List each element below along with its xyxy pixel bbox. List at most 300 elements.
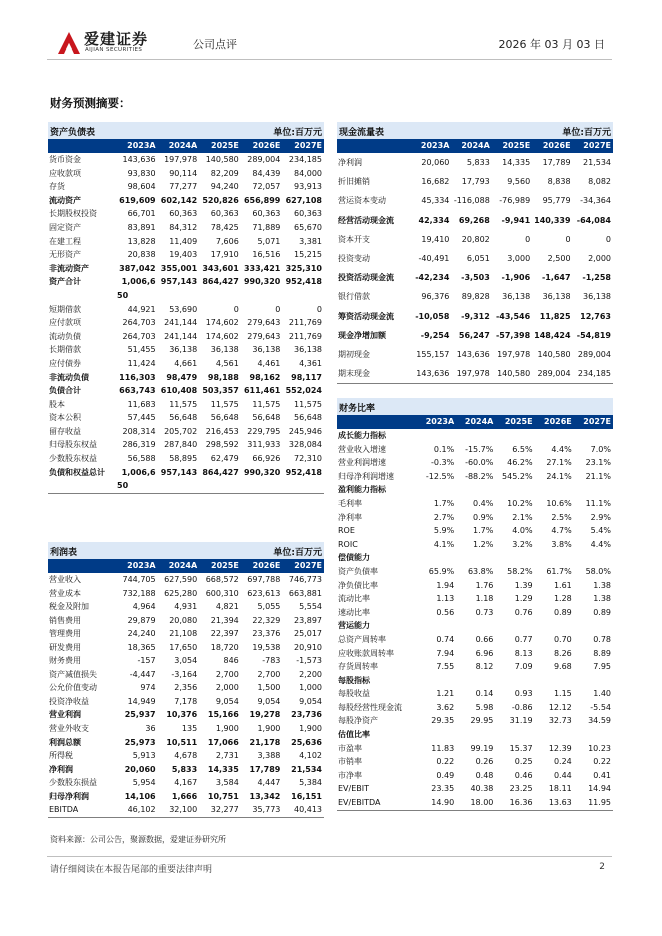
value-cell: 1.29 xyxy=(514,594,533,604)
value-cell: 56,648 xyxy=(210,413,239,423)
value-cell: 4.4% xyxy=(590,539,611,549)
year-header: 2024A xyxy=(451,139,491,153)
value-cell: 58,895 xyxy=(169,454,198,464)
value-cell: 241,144 xyxy=(164,331,198,341)
value-cell: 21,394 xyxy=(210,615,239,625)
row-label: 短期借款 xyxy=(49,304,81,314)
value-cell: 0.24 xyxy=(553,757,572,767)
value-cell: 1.76 xyxy=(475,580,494,590)
value-cell: 520,826 xyxy=(202,195,239,205)
value-cell: 23.35 xyxy=(431,784,455,794)
value-cell: 93,913 xyxy=(294,182,322,192)
ratio-row xyxy=(337,782,613,796)
row-label: 归母股东权益 xyxy=(49,440,97,450)
value-cell: 7.95 xyxy=(593,662,611,672)
cash-flow-row xyxy=(337,287,613,306)
value-cell xyxy=(241,479,283,493)
value-cell: 0.77 xyxy=(514,634,533,644)
ratio-row xyxy=(337,701,613,715)
value-cell xyxy=(199,289,241,303)
value-cell: -0.86 xyxy=(511,702,533,712)
report-type: 公司点评 xyxy=(193,38,237,51)
income-statement-row xyxy=(48,641,324,655)
value-cell: 34.59 xyxy=(588,716,611,726)
ratio-row xyxy=(337,619,613,633)
value-cell: 3.62 xyxy=(436,702,455,712)
value-cell: 90,114 xyxy=(169,168,198,178)
value-cell: 58.0% xyxy=(585,566,611,576)
row-label: 流动负债 xyxy=(49,331,81,341)
value-cell xyxy=(417,551,456,565)
value-cell: 3.8% xyxy=(551,539,572,549)
balance-sheet-row xyxy=(48,194,324,208)
value-cell: 9.68 xyxy=(553,662,572,672)
value-cell: -64,084 xyxy=(576,215,611,225)
balance-sheet-row xyxy=(48,411,324,425)
value-cell: 17,650 xyxy=(169,642,198,652)
cash-flow-row xyxy=(337,307,613,326)
value-cell xyxy=(495,429,534,443)
value-cell: 15,215 xyxy=(294,250,322,260)
row-label xyxy=(48,479,116,493)
aijian-logo-icon xyxy=(57,31,81,55)
balance-sheet-row xyxy=(48,343,324,357)
value-cell: 0.70 xyxy=(553,634,572,644)
value-cell xyxy=(282,479,324,493)
balance-sheet-row xyxy=(48,316,324,330)
year-header: 2027E xyxy=(574,415,613,429)
year-header: 2024A xyxy=(456,415,495,429)
value-cell: 264,703 xyxy=(122,318,156,328)
value-cell: 2.7% xyxy=(433,512,455,522)
value-cell: 0 xyxy=(605,234,611,244)
row-label: 营业利润增速 xyxy=(338,458,386,468)
value-cell: 98,479 xyxy=(166,372,198,382)
ratio-row xyxy=(337,647,613,661)
value-cell xyxy=(495,551,534,565)
value-cell: 36,138 xyxy=(583,292,611,302)
value-cell: 14.90 xyxy=(431,798,455,808)
value-cell: 2.1% xyxy=(512,512,533,522)
value-cell: 0.4% xyxy=(473,498,494,508)
value-cell: 82,209 xyxy=(210,168,239,178)
value-cell: 732,188 xyxy=(122,588,156,598)
data-source-note: 资料来源：公司公告，聚源数据，爱建证券研究所 xyxy=(50,835,226,844)
value-cell: -783 xyxy=(262,656,281,666)
value-cell: 24,240 xyxy=(127,629,156,639)
value-cell: 16,516 xyxy=(252,250,281,260)
value-cell xyxy=(241,289,283,303)
year-header: 2023A xyxy=(116,139,158,153)
value-cell: 62,479 xyxy=(210,454,239,464)
value-cell: 8,838 xyxy=(547,177,571,187)
value-cell: 1.38 xyxy=(593,580,611,590)
income-statement-row xyxy=(48,776,324,790)
value-cell: 1.21 xyxy=(436,689,455,699)
value-cell: 18,365 xyxy=(127,642,156,652)
value-cell xyxy=(417,728,456,742)
value-cell: 279,643 xyxy=(247,318,281,328)
value-cell: 15.37 xyxy=(509,743,533,753)
row-label: 少数股东权益 xyxy=(49,454,97,464)
value-cell: 0.26 xyxy=(475,757,494,767)
value-cell: 32.73 xyxy=(548,716,572,726)
value-cell: 11,409 xyxy=(169,236,198,246)
value-cell: 1.7% xyxy=(433,498,455,508)
row-label: 公允价值变动 xyxy=(49,683,97,693)
value-cell: 5,913 xyxy=(132,751,156,761)
value-cell: 7.55 xyxy=(436,662,455,672)
income-statement-row xyxy=(48,614,324,628)
value-cell: -9,254 xyxy=(420,330,450,340)
value-cell: 0.9% xyxy=(473,512,494,522)
value-cell: 20,060 xyxy=(124,764,156,774)
value-cell: -1,647 xyxy=(541,273,571,283)
ratios-panel xyxy=(337,398,613,811)
balance-sheet-row xyxy=(48,167,324,181)
value-cell: 4,102 xyxy=(299,751,322,761)
value-cell: -1,906 xyxy=(501,273,531,283)
row-label: 存货周转率 xyxy=(338,662,378,672)
value-cell: 623,613 xyxy=(247,588,281,598)
value-cell: 16,151 xyxy=(291,791,322,801)
value-cell: 0.56 xyxy=(436,607,455,617)
row-label: 筹资活动现金流 xyxy=(338,311,394,321)
row-label: 每股经营性现金流 xyxy=(338,702,402,712)
cash-flow-header-row xyxy=(337,139,613,153)
row-label: 投资变动 xyxy=(338,254,370,264)
value-cell: 116,303 xyxy=(119,372,156,382)
value-cell: 72,057 xyxy=(252,182,281,192)
value-cell: 71,889 xyxy=(252,222,281,232)
value-cell: 9,054 xyxy=(215,696,239,706)
value-cell xyxy=(417,483,456,497)
cash-flow-unit: 单位:百万元 xyxy=(562,127,611,138)
value-cell: 0.89 xyxy=(553,607,572,617)
income-statement-row xyxy=(48,803,324,817)
value-cell: 610,408 xyxy=(160,386,198,396)
value-cell: 1.94 xyxy=(436,580,455,590)
value-cell: 611,461 xyxy=(243,386,281,396)
value-cell: 627,108 xyxy=(285,195,322,205)
value-cell: 98,604 xyxy=(127,182,156,192)
year-header: 2027E xyxy=(573,139,613,153)
cash-flow-row xyxy=(337,326,613,345)
row-label: 应付债券 xyxy=(49,358,81,368)
value-cell: 5,833 xyxy=(466,158,490,167)
value-cell: 10,376 xyxy=(166,710,198,720)
value-cell: 61.7% xyxy=(546,566,572,576)
value-cell: 1.18 xyxy=(475,594,494,604)
value-cell: 36,138 xyxy=(542,292,571,302)
ratio-row xyxy=(337,429,613,443)
row-label: ROE xyxy=(338,526,355,536)
value-cell: -15.7% xyxy=(465,444,494,454)
value-cell: 11,825 xyxy=(539,311,571,321)
row-label: 留存收益 xyxy=(49,426,81,436)
ratio-row xyxy=(337,592,613,606)
balance-sheet-row xyxy=(48,466,324,480)
row-label: 每股收益 xyxy=(338,689,370,699)
row-label: 折旧摊销 xyxy=(338,177,370,187)
value-cell: 1,900 xyxy=(299,724,322,734)
income-statement-row xyxy=(48,654,324,668)
value-cell: 25,017 xyxy=(294,629,322,639)
year-header: 2025E xyxy=(495,415,534,429)
value-cell xyxy=(535,429,574,443)
row-label: 货币资金 xyxy=(49,155,81,164)
value-cell: 96,376 xyxy=(421,292,450,302)
value-cell: 6.5% xyxy=(512,444,533,454)
value-cell: 23,376 xyxy=(252,629,281,639)
row-label: 资本公积 xyxy=(49,413,81,423)
value-cell: 72,310 xyxy=(294,454,322,464)
value-cell: 625,280 xyxy=(164,588,198,598)
value-cell: 12,763 xyxy=(580,311,611,321)
cash-flow-row xyxy=(337,364,613,384)
value-cell: 7.94 xyxy=(436,648,455,658)
ratio-row xyxy=(337,755,613,769)
row-label: 市净率 xyxy=(338,770,362,780)
value-cell xyxy=(535,551,574,565)
value-cell: 0 xyxy=(565,234,571,244)
row-label: 现金净增加额 xyxy=(338,330,386,340)
row-label: 净利润 xyxy=(49,764,73,774)
value-cell: 155,157 xyxy=(416,350,450,360)
balance-sheet-row xyxy=(48,330,324,344)
value-cell: 56,648 xyxy=(252,413,281,423)
ratios-table xyxy=(337,415,613,811)
value-cell xyxy=(417,674,456,688)
value-cell: 3,381 xyxy=(299,236,322,246)
value-cell: 205,702 xyxy=(164,426,198,436)
value-cell: 289,004 xyxy=(577,350,611,360)
value-cell: 36,138 xyxy=(169,345,198,355)
value-cell: 990,320 xyxy=(243,467,281,477)
value-cell: 4,447 xyxy=(257,778,281,788)
value-cell: 20,838 xyxy=(127,250,156,260)
row-label: 财务费用 xyxy=(49,656,81,666)
balance-sheet-row xyxy=(48,275,324,289)
row-label: 净利润 xyxy=(338,158,362,167)
value-cell: 14,106 xyxy=(124,791,156,801)
value-cell: 32,100 xyxy=(169,805,198,815)
row-label: 应收款项 xyxy=(49,168,81,178)
value-cell: 2,500 xyxy=(547,254,571,264)
row-label: 营运能力 xyxy=(338,621,370,631)
row-label: 资本开支 xyxy=(338,234,370,244)
value-cell: 174,602 xyxy=(205,331,239,341)
value-cell: 952,418 xyxy=(285,277,322,287)
value-cell: 19,403 xyxy=(169,250,198,260)
value-cell: 197,978 xyxy=(497,350,531,360)
row-label: 在建工程 xyxy=(49,236,81,246)
page-number: 2 xyxy=(599,862,605,872)
value-cell: -1,258 xyxy=(582,273,611,283)
value-cell: 864,427 xyxy=(202,467,239,477)
value-cell xyxy=(456,483,495,497)
value-cell: 7.09 xyxy=(514,662,533,672)
balance-sheet-panel xyxy=(48,122,324,494)
value-cell: 0.25 xyxy=(514,757,533,767)
value-cell: 2.5% xyxy=(551,512,572,522)
ratio-row xyxy=(337,497,613,511)
row-label: 每股净资产 xyxy=(338,716,378,726)
value-cell: 503,357 xyxy=(202,386,239,396)
value-cell: 3,388 xyxy=(257,751,281,761)
year-header: 2025E xyxy=(492,139,532,153)
ratio-row xyxy=(337,606,613,620)
value-cell: 11,575 xyxy=(169,399,198,409)
value-cell: 234,185 xyxy=(288,155,322,164)
row-label: 投资净收益 xyxy=(49,696,89,706)
value-cell xyxy=(535,619,574,633)
value-cell xyxy=(158,289,200,303)
income-statement-row xyxy=(48,790,324,804)
value-cell: 23.25 xyxy=(509,784,533,794)
logo-name-cn: 爱建证券 xyxy=(84,30,149,48)
value-cell: 40.38 xyxy=(470,784,494,794)
value-cell: 98,117 xyxy=(291,372,322,382)
value-cell: 1,006,6 xyxy=(121,467,156,477)
value-cell: 84,439 xyxy=(252,168,281,178)
value-cell: 990,320 xyxy=(243,277,281,287)
value-cell: 53,690 xyxy=(169,304,198,314)
row-label: 投资活动现金流 xyxy=(338,273,394,283)
value-cell xyxy=(456,674,495,688)
row-label: ROIC xyxy=(338,539,358,549)
value-cell: 10.2% xyxy=(507,498,533,508)
cash-flow-row xyxy=(337,191,613,210)
ratio-row xyxy=(337,742,613,756)
row-label: 净利率 xyxy=(338,512,362,522)
value-cell: 0.76 xyxy=(514,607,533,617)
value-cell: 0.22 xyxy=(593,757,611,767)
value-cell: 17,789 xyxy=(249,764,281,774)
value-cell: 0.78 xyxy=(593,634,611,644)
value-cell: 4.0% xyxy=(512,526,533,536)
value-cell: 627,590 xyxy=(164,575,198,584)
value-cell: -88.2% xyxy=(465,471,494,481)
ratio-row xyxy=(337,714,613,728)
value-cell: 3,054 xyxy=(174,656,198,666)
value-cell: 20,060 xyxy=(421,158,450,167)
value-cell: 44,921 xyxy=(127,304,156,314)
value-cell: 600,310 xyxy=(205,588,239,598)
value-cell: 24.1% xyxy=(546,471,572,481)
ratios-title: 财务比率 xyxy=(339,403,376,414)
income-statement-row xyxy=(48,722,324,736)
value-cell: 42,334 xyxy=(418,215,450,225)
value-cell: 0.22 xyxy=(436,757,455,767)
value-cell: 8.26 xyxy=(553,648,572,658)
balance-sheet-row xyxy=(48,384,324,398)
value-cell: 11,424 xyxy=(127,358,156,368)
value-cell xyxy=(495,728,534,742)
value-cell: 14,335 xyxy=(207,764,239,774)
balance-sheet-title: 资产负债表 xyxy=(50,127,96,138)
value-cell: 5.9% xyxy=(433,526,455,536)
value-cell: 10.6% xyxy=(546,498,572,508)
value-cell xyxy=(574,551,613,565)
cash-flow-row xyxy=(337,172,613,191)
value-cell: 22,397 xyxy=(210,629,239,639)
row-label: 营业收入增速 xyxy=(338,444,386,454)
row-label: 负债合计 xyxy=(49,386,81,396)
value-cell: 45,334 xyxy=(421,196,450,206)
value-cell: 697,788 xyxy=(247,575,281,584)
value-cell: 135 xyxy=(181,724,198,734)
value-cell: 18,720 xyxy=(210,642,239,652)
row-label: 净负债比率 xyxy=(338,580,378,590)
value-cell: 66,926 xyxy=(252,454,281,464)
value-cell: 3,000 xyxy=(507,254,531,264)
value-cell: 4,461 xyxy=(257,358,281,368)
row-label: 归母净利润增速 xyxy=(338,471,394,481)
value-cell: 46.2% xyxy=(507,458,533,468)
year-header: 2024A xyxy=(158,139,200,153)
value-cell: 387,042 xyxy=(119,263,156,273)
value-cell: 57,445 xyxy=(127,413,156,423)
value-cell: 5,954 xyxy=(132,778,156,788)
balance-sheet-row xyxy=(48,153,324,167)
value-cell: -9,941 xyxy=(501,215,531,225)
value-cell: 286,319 xyxy=(122,440,156,450)
value-cell: 63.8% xyxy=(467,566,494,576)
cash-flow-row xyxy=(337,268,613,287)
value-cell xyxy=(574,429,613,443)
value-cell: 0.48 xyxy=(475,770,494,780)
row-label: 应付款项 xyxy=(49,318,81,328)
value-cell: 0.93 xyxy=(514,689,533,699)
value-cell: 14.94 xyxy=(588,784,611,794)
value-cell: 31.19 xyxy=(509,716,533,726)
row-label: 营业利润 xyxy=(49,710,81,720)
value-cell: 13,342 xyxy=(249,791,281,801)
row-label: 利润总额 xyxy=(49,737,81,747)
value-cell: 65.9% xyxy=(428,566,455,576)
value-cell: 4,964 xyxy=(132,602,156,612)
value-cell: 7,606 xyxy=(215,236,239,246)
page-header xyxy=(0,0,662,70)
income-statement-row xyxy=(48,708,324,722)
value-cell: 84,000 xyxy=(294,168,322,178)
value-cell: 12.39 xyxy=(548,743,572,753)
value-cell: 21.1% xyxy=(585,471,611,481)
value-cell: 32,277 xyxy=(210,805,239,815)
value-cell: 140,339 xyxy=(534,215,571,225)
row-label: EV/EBITDA xyxy=(338,798,381,808)
value-cell: 51,455 xyxy=(127,345,156,355)
value-cell: 9,054 xyxy=(257,696,281,706)
value-cell: 3.2% xyxy=(512,539,533,549)
row-label: 税金及附加 xyxy=(49,602,89,612)
row-label: 市盈率 xyxy=(338,743,362,753)
balance-sheet-row xyxy=(48,235,324,249)
balance-sheet-row xyxy=(48,180,324,194)
value-cell: 6.96 xyxy=(475,648,494,658)
value-cell: 4.4% xyxy=(551,444,572,454)
value-cell: 11,575 xyxy=(252,399,281,409)
row-label: 成长能力指标 xyxy=(338,431,386,440)
cash-flow-panel xyxy=(337,122,613,384)
value-cell: 5,071 xyxy=(257,236,281,246)
row-label: EBITDA xyxy=(49,805,79,815)
value-cell xyxy=(574,619,613,633)
value-cell: 1,666 xyxy=(171,791,198,801)
value-cell: 11.1% xyxy=(585,498,611,508)
value-cell: 0.49 xyxy=(436,770,455,780)
